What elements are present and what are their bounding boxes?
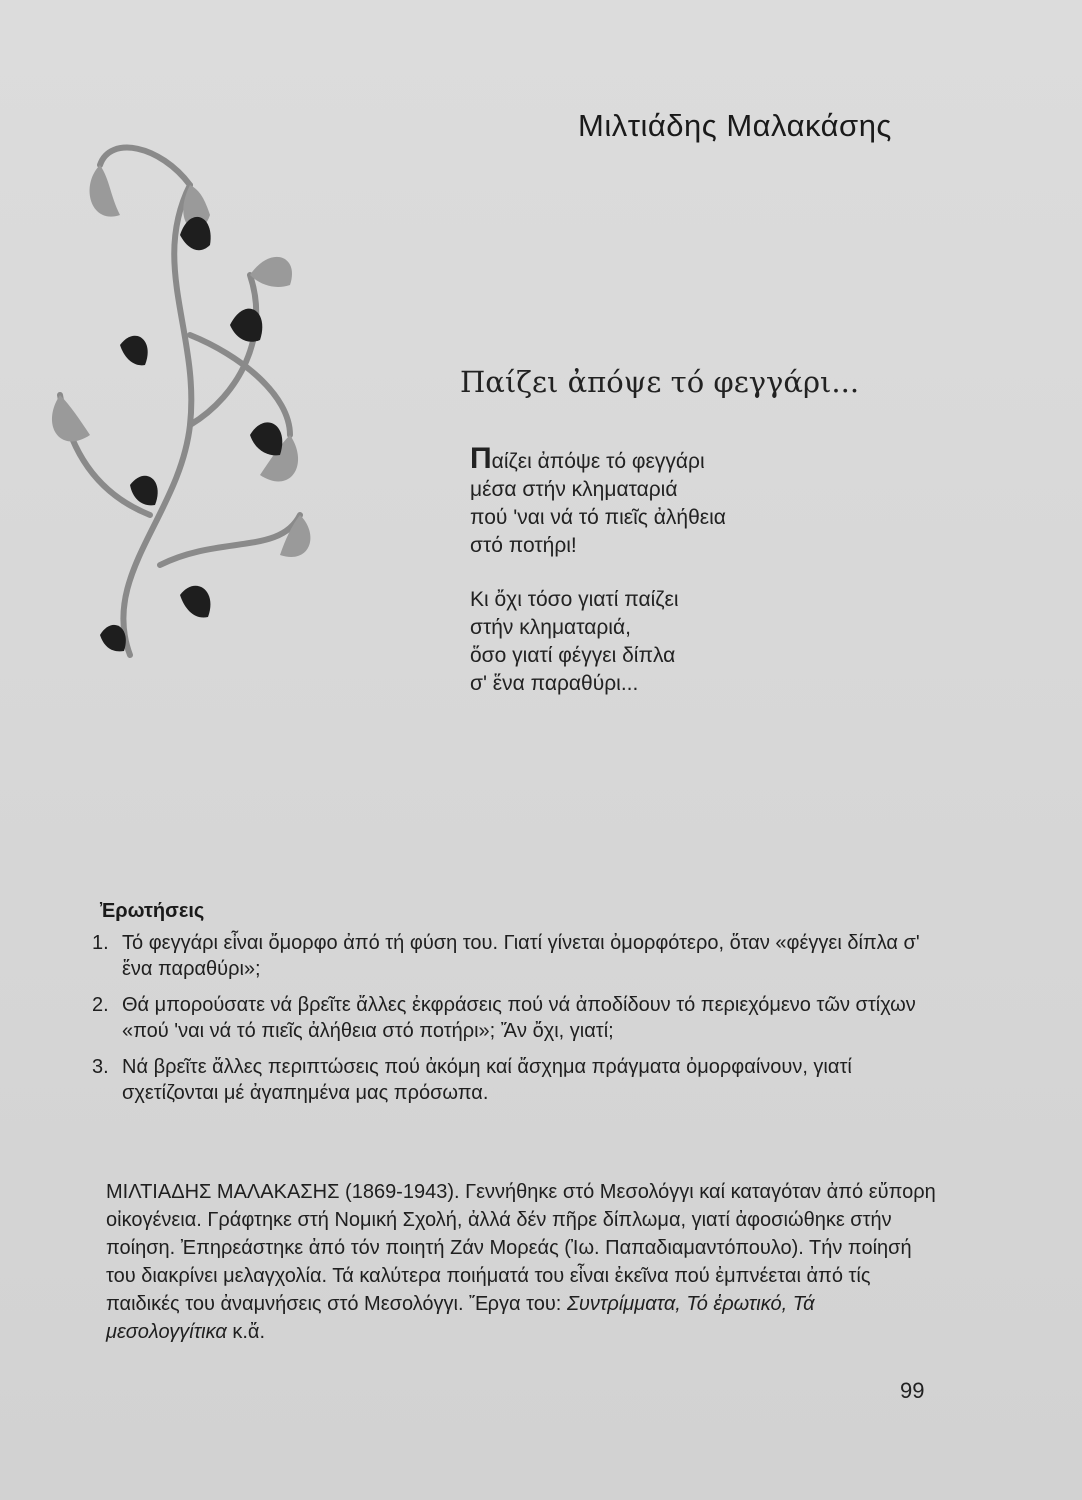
poem-line: Κι ὄχι τόσο γιατί παίζει xyxy=(470,588,679,611)
questions-list xyxy=(92,930,952,1116)
question-number: 3. xyxy=(92,1056,109,1078)
question-number: 2. xyxy=(92,994,109,1016)
poem-line xyxy=(470,442,726,476)
poem-stanza-1 xyxy=(470,442,726,560)
poem-line: πού 'ναι νά τό πιεῖς ἀλήθεια xyxy=(470,506,726,529)
poem-line: μέσα στήν κληματαριά xyxy=(470,478,678,501)
poem-line: στήν κληματαριά, xyxy=(470,616,631,639)
poem-stanza-2 xyxy=(470,586,726,698)
question-number: 1. xyxy=(92,932,109,954)
question-text: Τό φεγγάρι εἶναι ὄμορφο ἀπό τή φύση του. Γιατί γίνεται ὀμορφότερο, ὅταν «φέγγει δίπλα σ' ἕνα παραθύρι»; xyxy=(122,932,920,980)
question-item xyxy=(92,930,952,982)
question-text: Θά μπορούσατε νά βρεῖτε ἄλλες ἐκφράσεις πού νά ἀποδίδουν τό περιεχόμενο τῶν στίχων «πού 'ναι νά τό πιεῖς ἀλήθεια στό ποτήρι»; Ἄν ὄχι, γιατί; xyxy=(122,994,916,1042)
question-text: Νά βρεῖτε ἄλλες περιπτώσεις πού ἀκόμη καί ἄσχημα πράγματα ὀμορφαίνουν, γιατί σχετίζονται μέ ἀγαπημένα μας πρόσωπα. xyxy=(122,1056,852,1104)
author-biography xyxy=(106,1178,936,1346)
bio-text: ΜΙΛΤΙΑΔΗΣ ΜΑΛΑΚΑΣΗΣ (1869-1943). Γεννήθηκε στό Μεσολόγγι καί καταγόταν ἀπό εὔπορη οἰκογένεια. Γράφτηκε στή Νομική Σχολή, ἀλλά δέν πῆρε δίπλωμα, γιατί ἀφοσιώθηκε στήν ποίηση. Ἐπηρεάστηκε ἀπό τόν ποιητή Ζάν Μορεάς (Ἰω. Παπαδιαμαντόπουλο). Τήν ποίησή του διακρίνει μελαγχολία. Τά καλύτερα ποιήματά του εἶναι ἐκεῖνα πού ἐμπνέεται ἀπό τίς παιδικές του ἀναμνήσεις στό Μεσολόγγι. Ἔργα του: xyxy=(106,1181,936,1315)
poem-body xyxy=(470,442,726,724)
poem-line: σ' ἕνα παραθύρι... xyxy=(470,672,639,695)
poem-line: ὅσο γιατί φέγγει δίπλα xyxy=(470,644,676,667)
poem-line-text: αίζει ἀπόψε τό φεγγάρι xyxy=(491,450,705,473)
question-item xyxy=(92,992,952,1044)
dropcap: Π xyxy=(470,442,492,475)
question-item xyxy=(92,1054,952,1106)
questions-heading: Ἐρωτήσεις xyxy=(100,900,205,922)
bio-works: Συντρίμματα, Τό ἐρωτικό, Τά μεσολογγίτικα xyxy=(106,1293,815,1343)
bio-ending: κ.ἄ. xyxy=(232,1321,266,1343)
poem-title: Παίζει ἀπόψε τό φεγγάρι... xyxy=(460,365,860,399)
author-heading: Μιλτιάδης Μαλακάσης xyxy=(578,108,892,143)
poem-line: στό ποτήρι! xyxy=(470,534,577,557)
page-number: 99 xyxy=(900,1378,925,1403)
floral-ornament-icon xyxy=(40,95,320,665)
